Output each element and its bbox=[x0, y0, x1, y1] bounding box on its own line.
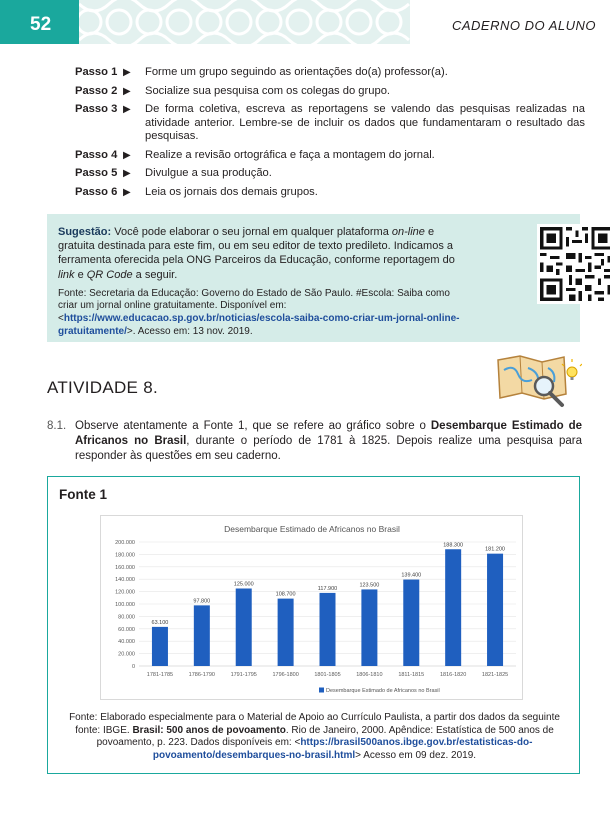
y-tick-label: 120.000 bbox=[115, 589, 135, 596]
step-3 bbox=[75, 103, 585, 144]
bar-1811-1815 bbox=[403, 580, 419, 666]
bar-1816-1820 bbox=[445, 549, 461, 666]
arrow-icon: ▶ bbox=[123, 149, 131, 161]
bar-value-label: 188.300 bbox=[443, 542, 464, 549]
bar-value-label: 139.400 bbox=[401, 572, 422, 579]
bar-value-label: 181.200 bbox=[485, 546, 506, 553]
arrow-icon: ▶ bbox=[123, 67, 131, 78]
x-tick-label: 1816-1820 bbox=[440, 672, 467, 678]
x-tick-label: 1821-1825 bbox=[481, 672, 509, 678]
y-tick-label: 80.000 bbox=[118, 614, 135, 621]
bar-1781-1785 bbox=[152, 627, 168, 666]
question-8-1 bbox=[47, 419, 582, 464]
chart-title: Desembarque Estimado de Africanos no Brasil bbox=[224, 524, 400, 534]
bar-1796-1800 bbox=[278, 599, 294, 666]
y-tick-label: 100.000 bbox=[115, 602, 135, 608]
page-number: 52 bbox=[0, 0, 79, 44]
step-text: Socialize sua pesquisa com os colegas do grupo. bbox=[145, 84, 391, 97]
x-tick-label: 1801-1805 bbox=[314, 672, 341, 678]
step-text: Leia os jornais dos demais grupos. bbox=[145, 185, 318, 198]
x-tick-label: 1796-1800 bbox=[272, 672, 299, 678]
step-text: Forme um grupo seguindo as orientações do(a) professor(a). bbox=[145, 66, 448, 78]
fonte-box bbox=[47, 476, 580, 774]
y-tick-label: 20.000 bbox=[118, 651, 135, 658]
bar-value-label: 117.900 bbox=[317, 585, 338, 592]
step-label: Passo 5 bbox=[75, 167, 118, 179]
question-number: 8.1. bbox=[47, 420, 67, 432]
suggestion-text: Sugestão: Você pode elaborar o seu jornal em qualquer plataforma on-line e gratuita destinada para este fim, ou em seu editor de texto predileto. Indicamos a ferramenta oferecida pela ONG Parceiros da Educação, conforme reportagem do link e QR Code a seguir. bbox=[58, 226, 455, 281]
y-tick-label: 140.000 bbox=[115, 577, 135, 584]
header-title: CADERNO DO ALUNO bbox=[451, 18, 596, 33]
step-label: Passo 3 bbox=[75, 103, 118, 115]
chart-frame bbox=[100, 515, 523, 700]
chart-legend: Desembarque Estimado de Africanos no Brasil bbox=[326, 688, 440, 694]
y-tick-label: 60.000 bbox=[118, 626, 135, 633]
bar-1806-1810 bbox=[361, 589, 377, 666]
fonte-link[interactable]: https://brasil500anos.ibge.gov.br/estatisticas-do-povoamento/desembarques-no-brasil.html bbox=[152, 737, 533, 761]
x-tick-label: 1786-1790 bbox=[188, 672, 215, 678]
fonte-title: Fonte 1 bbox=[59, 487, 108, 502]
bar-1791-1795 bbox=[236, 589, 252, 667]
question-text: Observe atentamente a Fonte 1, que se refere ao gráfico sobre o Desembarque Estimado de Africanos no Brasil, durante o período de 1781 à 1825. Depois realize uma pesquisa para responder às questões em seu caderno. bbox=[75, 420, 582, 462]
bar-1801-1805 bbox=[320, 593, 336, 666]
step-text: Realize a revisão ortográfica e faça a montagem do jornal. bbox=[145, 148, 435, 161]
bar-value-label: 108.700 bbox=[275, 591, 296, 598]
step-4 bbox=[75, 149, 585, 163]
suggestion-label: Sugestão: bbox=[58, 226, 112, 238]
step-label: Passo 2 bbox=[75, 84, 118, 97]
page-header bbox=[0, 0, 610, 44]
bar-chart bbox=[101, 516, 524, 701]
arrow-icon: ▶ bbox=[123, 85, 131, 97]
activity-title: ATIVIDADE 8. bbox=[47, 378, 158, 397]
arrow-icon: ▶ bbox=[123, 168, 131, 179]
arrow-icon: ▶ bbox=[123, 104, 131, 115]
fonte-source: Fonte: Elaborado especialmente para o Material de Apoio ao Currículo Paulista, a partir dos dados da seguinte fonte: IBGE. Brasil: 500 anos de povoamento. Rio de Janeiro, 2000. Apêndice: Estatística de 500 anos de povoamento, p. 223. Dados disponíveis em: <https://brasil500anos.ibge.gov.br/estatisticas-do-povoamento/desembarques-no-brasil.html> Acesso em 09 dez. 2019. bbox=[69, 712, 560, 761]
y-tick-label: 200.000 bbox=[115, 540, 135, 546]
bar-value-label: 63.100 bbox=[151, 619, 169, 626]
x-tick-label: 1781-1785 bbox=[146, 672, 174, 678]
suggestion-box bbox=[47, 214, 580, 342]
source-link[interactable]: https://www.educacao.sp.gov.br/noticias/escola-saiba-como-criar-um-jornal-online-gratuitamente/ bbox=[58, 313, 460, 337]
steps-list bbox=[75, 66, 585, 204]
bar-value-label: 97.800 bbox=[193, 598, 211, 605]
bar-1821-1825 bbox=[487, 554, 503, 666]
y-tick-label: 40.000 bbox=[118, 639, 135, 646]
legend-swatch bbox=[319, 688, 324, 693]
map-magnifier-icon bbox=[492, 350, 582, 410]
step-text: De forma coletiva, escreva as reportagens se valendo das pesquisas realizadas na atividade anterior. Lembre-se de incluir os dados que fundamentaram o resultado das pesquisas. bbox=[145, 103, 585, 142]
x-tick-label: 1806-1810 bbox=[356, 672, 383, 678]
step-2 bbox=[75, 85, 585, 99]
y-tick-label: 160.000 bbox=[115, 564, 135, 571]
step-1 bbox=[75, 66, 585, 80]
arrow-icon: ▶ bbox=[123, 186, 131, 198]
step-text: Divulgue a sua produção. bbox=[145, 167, 272, 179]
y-tick-label: 180.000 bbox=[115, 552, 135, 559]
bar-value-label: 123.500 bbox=[359, 582, 380, 589]
step-label: Passo 1 bbox=[75, 66, 118, 78]
suggestion-source: Fonte: Secretaria da Educação: Governo do Estado de São Paulo. #Escola: Saiba como criar um jornal online gratuitamente. Disponível em:<https://www.educacao.sp.gov.br/noticias/escola-saiba-como-criar-um-jornal-online-gratuitamente/>. Acesso em: 13 nov. 2019. bbox=[58, 287, 460, 337]
step-5 bbox=[75, 167, 585, 181]
x-tick-label: 1811-1815 bbox=[398, 672, 425, 678]
qr-code[interactable] bbox=[537, 224, 610, 304]
bar-value-label: 125.000 bbox=[233, 581, 254, 588]
step-label: Passo 4 bbox=[75, 148, 118, 161]
header-pattern bbox=[79, 0, 410, 44]
x-tick-label: 1791-1795 bbox=[230, 672, 257, 678]
y-tick-label: 0 bbox=[131, 664, 135, 670]
step-6 bbox=[75, 186, 585, 200]
bar-1786-1790 bbox=[194, 605, 210, 666]
step-label: Passo 6 bbox=[75, 185, 118, 198]
